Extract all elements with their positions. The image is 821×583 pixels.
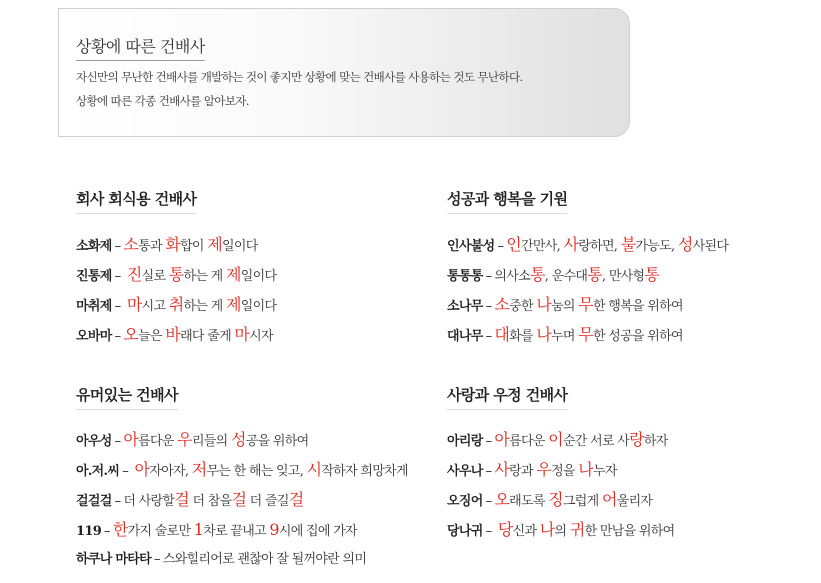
highlight-syllable: 어	[601, 490, 617, 509]
highlight-syllable: 걸	[174, 490, 190, 509]
section-title-success: 성공과 행복을 기원	[447, 188, 567, 214]
highlight-syllable: 제	[207, 235, 222, 254]
toast-keyword: 아우성	[76, 434, 112, 449]
toast-text: 작하자 희망차게	[321, 464, 408, 479]
toast-item	[447, 260, 728, 290]
dash-separator: –	[104, 524, 110, 539]
highlight-syllable: 귀	[569, 520, 585, 539]
highlight-syllable: 오	[123, 325, 139, 344]
intro-title: 상황에 따른 건배사	[76, 34, 205, 61]
dash-separator: –	[497, 239, 504, 254]
highlight-syllable: 제	[225, 265, 241, 284]
highlight-syllable: 진	[126, 265, 142, 284]
highlight-syllable: 나	[536, 325, 552, 344]
toast-text: 무는 한 해는 잊고,	[206, 464, 307, 479]
toast-item	[447, 230, 728, 260]
highlight-syllable: 사	[563, 235, 579, 254]
highlight-syllable: 아	[494, 430, 510, 449]
toast-text: 그럽게	[562, 494, 602, 509]
toast-text: 한 성공을 위하여	[593, 329, 683, 344]
toast-text: 누자	[593, 464, 617, 479]
dash-separator: –	[485, 329, 492, 344]
toast-text: 울리자	[616, 494, 653, 509]
toast-text: 시자	[249, 329, 273, 344]
highlight-syllable: 아	[134, 460, 150, 479]
toast-item	[76, 425, 408, 455]
toast-text: 하자	[643, 434, 668, 449]
toast-item	[447, 515, 674, 545]
toast-list-company	[76, 230, 276, 350]
highlight-syllable: 우	[177, 430, 192, 449]
toast-text: , 만사형	[601, 269, 645, 284]
dash-separator: –	[122, 464, 129, 479]
toast-text: 일이다	[222, 239, 258, 254]
toast-text: 래도록	[509, 494, 549, 509]
highlight-syllable: 성	[677, 235, 693, 254]
toast-keyword: 아.저.씨	[76, 464, 120, 479]
toast-text: 가능도,	[635, 239, 678, 254]
dash-separator: –	[485, 434, 492, 449]
highlight-syllable: 9	[269, 520, 279, 539]
dash-separator: –	[114, 239, 121, 254]
toast-item	[447, 320, 728, 350]
toast-list-humor	[76, 425, 408, 575]
toast-text: 래다 줄게	[180, 329, 235, 344]
toast-item	[76, 290, 276, 320]
highlight-syllable: 성	[230, 430, 246, 449]
toast-text: 랑과	[509, 464, 537, 479]
highlight-syllable: 나	[578, 460, 593, 479]
toast-text: 실로	[141, 269, 169, 284]
toast-text: 차로 끝내고	[203, 524, 270, 539]
intro-line-1: 자신만의 무난한 건배사를 개발하는 것이 좋지만 상황에 맞는 건배사를 사용하는 것도 무난하다.	[76, 70, 523, 84]
toast-keyword: 사우나	[447, 464, 483, 479]
toast-text: 시에 집에 가자	[278, 524, 357, 539]
highlight-syllable: 통	[587, 265, 602, 284]
toast-text: 신과	[512, 524, 540, 539]
toast-text: 가지 술로만	[127, 524, 194, 539]
toast-item	[76, 515, 408, 545]
toast-text: 더 즐길	[246, 494, 289, 509]
toast-text: 중한	[509, 299, 537, 314]
toast-keyword: 당나귀	[447, 524, 483, 539]
toast-text: 늘은	[138, 329, 166, 344]
section-title-humor: 유머있는 건배사	[76, 384, 178, 410]
toast-text: 시고	[141, 299, 169, 314]
toast-keyword: 하쿠나 마타타	[76, 552, 151, 567]
toast-text: 통과	[138, 239, 166, 254]
toast-text: 화를	[509, 329, 537, 344]
toast-keyword: 소나무	[447, 299, 483, 314]
highlight-syllable: 바	[165, 325, 181, 344]
highlight-syllable: 마	[234, 325, 250, 344]
highlight-syllable: 나	[536, 295, 552, 314]
toast-text: 더 참을	[189, 494, 232, 509]
toast-keyword: 대나무	[447, 329, 483, 344]
toast-item	[76, 545, 408, 575]
highlight-syllable: 소	[494, 295, 510, 314]
toast-keyword: 오바마	[76, 329, 112, 344]
toast-item	[76, 320, 276, 350]
highlight-syllable: 불	[620, 235, 636, 254]
highlight-syllable: 마	[126, 295, 142, 314]
toast-text: 합이	[180, 239, 208, 254]
highlight-syllable: 취	[168, 295, 184, 314]
highlight-syllable: 이	[548, 430, 563, 449]
toast-text: 순간 서로 사	[562, 434, 630, 449]
toast-text: 한 만남을 위하여	[584, 524, 675, 539]
dash-separator: –	[114, 434, 121, 449]
toast-item	[76, 455, 408, 485]
toast-item	[447, 485, 674, 515]
toast-text: 공을 위하여	[245, 434, 309, 449]
toast-item	[76, 485, 408, 515]
toast-text: 눔의	[551, 299, 579, 314]
toast-text: 의	[554, 524, 570, 539]
highlight-syllable: 1	[193, 520, 204, 539]
highlight-syllable: 통	[168, 265, 184, 284]
dash-separator: –	[485, 299, 492, 314]
dash-separator: –	[114, 299, 121, 314]
toast-item	[76, 260, 276, 290]
dash-separator: –	[114, 329, 121, 344]
toast-item	[447, 425, 674, 455]
highlight-syllable: 오	[494, 490, 510, 509]
toast-keyword: 오징어	[447, 494, 483, 509]
highlight-syllable: 무	[578, 295, 593, 314]
toast-text: 하는 게	[183, 269, 226, 284]
toast-text: 랑하면,	[578, 239, 621, 254]
toast-text: 스와힐리어로 괜찮아 잘 될꺼야란 의미	[162, 552, 367, 567]
dash-separator: –	[485, 464, 492, 479]
toast-text: 정을	[551, 464, 579, 479]
toast-keyword: 인사불성	[447, 239, 495, 254]
toast-text: 름다운	[138, 434, 178, 449]
toast-list-friendship	[447, 425, 674, 545]
toast-text: 하는 게	[183, 299, 226, 314]
highlight-syllable: 소	[123, 235, 139, 254]
highlight-syllable: 걸	[288, 490, 304, 509]
highlight-syllable: 저	[191, 460, 207, 479]
highlight-syllable: 무	[578, 325, 593, 344]
toast-item	[447, 455, 674, 485]
intro-line-2: 상황에 따른 각종 건배사를 알아보자.	[76, 94, 249, 108]
toast-item	[447, 290, 728, 320]
toast-text: 한 행복을 위하여	[593, 299, 683, 314]
highlight-syllable: 우	[536, 460, 552, 479]
toast-text: 더 사랑할	[123, 494, 175, 509]
toast-keyword: 통통통	[447, 269, 483, 284]
toast-text: , 운수대	[544, 269, 588, 284]
highlight-syllable: 징	[548, 490, 563, 509]
toast-text: 누며	[551, 329, 579, 344]
highlight-syllable: 대	[494, 325, 510, 344]
highlight-syllable: 제	[225, 295, 241, 314]
toast-text: 일이다	[240, 269, 277, 284]
toast-keyword: 걸걸걸	[76, 494, 112, 509]
highlight-syllable: 통	[644, 265, 660, 284]
toast-keyword: 진통제	[76, 269, 112, 284]
dash-separator: –	[114, 494, 121, 509]
dash-separator: –	[153, 552, 160, 567]
toast-text: 리들의	[191, 434, 231, 449]
highlight-syllable: 아	[123, 430, 139, 449]
highlight-syllable: 화	[165, 235, 181, 254]
toast-list-success	[447, 230, 728, 350]
highlight-syllable: 랑	[629, 430, 644, 449]
highlight-syllable: 시	[306, 460, 322, 479]
highlight-syllable: 당	[497, 520, 513, 539]
toast-keyword: 소화제	[76, 239, 112, 254]
toast-text: 자아자,	[149, 464, 192, 479]
toast-text: 간만사,	[521, 239, 564, 254]
highlight-syllable: 한	[112, 520, 128, 539]
section-title-friendship: 사랑과 우정 건배사	[447, 384, 567, 410]
highlight-syllable: 인	[506, 235, 522, 254]
highlight-syllable: 나	[539, 520, 555, 539]
highlight-syllable: 통	[529, 265, 545, 284]
dash-separator: –	[114, 269, 121, 284]
toast-text: 일이다	[240, 299, 277, 314]
toast-text: 름다운	[509, 434, 549, 449]
highlight-syllable: 사	[494, 460, 510, 479]
dash-separator: –	[485, 524, 492, 539]
toast-keyword: 마취제	[76, 299, 112, 314]
toast-keyword: 아리랑	[447, 434, 483, 449]
toast-keyword: 119	[76, 524, 102, 539]
highlight-syllable: 걸	[231, 490, 247, 509]
toast-text: 의사소	[494, 269, 530, 284]
toast-item	[76, 230, 276, 260]
dash-separator: –	[485, 269, 492, 284]
dash-separator: –	[485, 494, 492, 509]
toast-text: 사된다	[692, 239, 729, 254]
section-title-company: 회사 회식용 건배사	[76, 188, 196, 214]
